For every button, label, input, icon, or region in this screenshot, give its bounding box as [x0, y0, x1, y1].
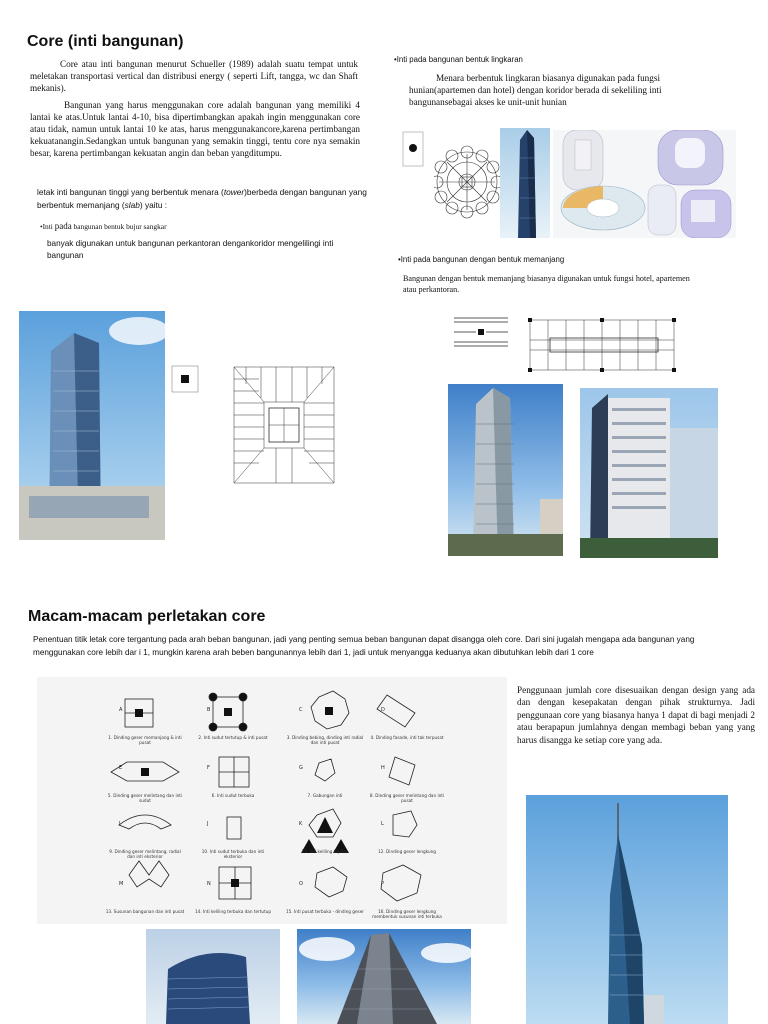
heading-text: pada — [54, 221, 72, 231]
diagram-letter: M — [119, 881, 124, 887]
diagram-letter: J — [207, 821, 209, 827]
paragraph-core-definition: Core atau inti bangunan menurut Schueller (1989) adalah suatu tempat untuk meletakan transportasi vertical dan distribusi energy ( seperti Lift, tangga, wc dan Shaft mekanis). — [30, 59, 358, 93]
paragraph-square-core: banyak digunakan untuk bangunan perkantoran dengankoridor mengelilingi inti bangunan — [47, 239, 334, 260]
diagram-letter: A — [119, 707, 123, 713]
diagram-caption: 5. Dinding geser melintang dan inti sudut — [107, 793, 183, 803]
angular-tower-photo — [297, 929, 471, 1024]
paragraph-tower-slab — [37, 186, 367, 212]
diagram-caption: 6. Inti sudut terbuka — [211, 793, 255, 798]
diagram-caption: 2. Inti sudut tertutup & inti pusat — [198, 735, 268, 740]
diagram-letter: D — [381, 707, 385, 713]
diagram-caption: 13. Susunan bangunan dan inti pusat — [105, 909, 185, 914]
diagram-letter: N — [207, 881, 211, 887]
diagram-letter: B — [207, 707, 211, 713]
slab-tower-photo-1 — [448, 384, 563, 556]
paragraph-core-count: Penggunaan jumlah core disesuaikan dengan design yang ada dan dengan kesepakatan dengan pihak strukturnya. Jadi penggunaan core yang biasanya hanya 1 dapat di bagi menjadi 2 atau berapapun jumlahnya dengan membagi beban yang yang harus disangga ke setiap core yang ada. — [517, 685, 755, 745]
text-part: )berbeda dengan bangunan yang berbentuk memanjang ( — [37, 187, 367, 210]
diagram-caption: 7. Gabungan inti — [307, 793, 343, 798]
circle-tower-photo — [500, 128, 550, 238]
diagram-caption: 8. Dinding geser melintang dan inti pusat — [369, 793, 445, 803]
section-title-core-placement: Macam-macam perletakan core — [28, 608, 266, 625]
slab-tower-photo-2 — [580, 388, 718, 558]
heading-text: bangunan bentuk bujur sangkar — [71, 222, 167, 231]
diagram-caption: 4. Dinding fasade, inti tak terpusat — [370, 735, 444, 740]
heading-slab-core: •Inti pada bangunan dengan bentuk memanjang — [398, 255, 565, 264]
heading-text: •Inti — [40, 222, 55, 231]
heading-square-core — [40, 221, 167, 231]
slab-plan-symbol — [450, 310, 512, 354]
diagram-letter: L — [381, 821, 384, 827]
diagram-letter: K — [299, 821, 303, 827]
paragraph-core-placement: Penentuan titik letak core tergantung pada arah beban bangunan, jadi yang penting semua beban bangunan dapat disangga oleh core. Dari sini jugalah mengapa ada bangunan yang menggunakan core lebih dar i 1, mungkin karena arah beben bangunannya lebih dari 1, jadi untuk menyangga keduanya akan dibutuhkan lebih dari 1 core — [33, 635, 695, 657]
section-title-core: Core (inti bangunan) — [27, 33, 184, 50]
diagram-letter: I — [119, 821, 121, 827]
diagram-letter: C — [299, 707, 303, 713]
diagram-letter: O — [299, 881, 303, 887]
paragraph-circle-core: Menara berbentuk lingkaran biasanya digunakan pada fungsi hunian(apartemen dan hotel) dengan koridor berada di sekeliling inti bangunansebagai akses ke unit-unit hunian — [409, 73, 662, 107]
diagram-caption: 1. Dinding geser memanjang & inti pusat — [108, 735, 182, 745]
diagram-caption: 11. Inti keliling tepitan — [301, 849, 349, 854]
diagram-caption: 14. Inti keliling terbuka dan tertutup — [194, 909, 272, 914]
text-tower: tower — [223, 187, 245, 197]
diagram-letter: P — [381, 881, 385, 887]
diagram-letter: G — [299, 765, 303, 771]
curved-tower-photo — [146, 929, 280, 1024]
text-part: letak inti bangunan tinggi yang berbentuk menara ( — [37, 187, 224, 197]
diagram-caption: 10. Inti sudut terbuka dan inti eksterior — [201, 849, 265, 859]
circle-core-render — [553, 130, 736, 238]
square-plan-symbol — [171, 365, 199, 393]
slab-floor-plan — [526, 312, 678, 378]
diagram-letter: E — [119, 765, 123, 771]
spire-tower-photo — [526, 795, 728, 1024]
core-placement-diagrams — [37, 677, 507, 924]
square-floor-plan — [231, 364, 337, 486]
heading-circle-core: •Inti pada bangunan bentuk lingkaran — [394, 55, 523, 64]
diagram-caption: 16. Dinding geser lengkung membentuk susunan inti terbuka — [372, 909, 442, 919]
circle-plan-symbol — [401, 130, 425, 170]
circle-floor-plan — [434, 132, 500, 230]
diagram-caption: 9. Dinding geser melintang, radial dan inti eksterior — [109, 849, 181, 859]
diagram-caption: 3. Dinding bebing, dinding inti radial dan inti pusat — [286, 735, 364, 745]
text-slab: slab — [124, 200, 140, 210]
diagram-caption: 12. Dinding geser lengkung — [378, 849, 436, 854]
diagram-letter: F — [207, 765, 210, 771]
paragraph-core-requirement: Bangunan yang harus menggunakan core adalah bangunan yang memiliki 4 lantai ke atas.Untuk lantai 4-10, bisa dipertimbangkan apakah ingin menggunakan core atau tidak, namun untuk lantai 10 ke atas, harus menggunakancore,karena pertimbangan kekuatanangin.Sedangkan untuk bangunan yang semakin tinggi, tentu core nya semakin besar, karena pertimbangan kekuatan angin dan beban yangditumpu. — [30, 100, 360, 158]
diagram-letter: H — [381, 765, 385, 771]
paragraph-slab-core: Bangunan dengan bentuk memanjang biasanya digunakan untuk fungsi hotel, apartemen atau perkantoran. — [403, 274, 690, 294]
diagram-caption: 15. Inti pusat terbuka - dinding geser — [285, 909, 365, 914]
text-part: ) yaitu : — [139, 200, 168, 210]
square-tower-photo — [19, 311, 165, 540]
